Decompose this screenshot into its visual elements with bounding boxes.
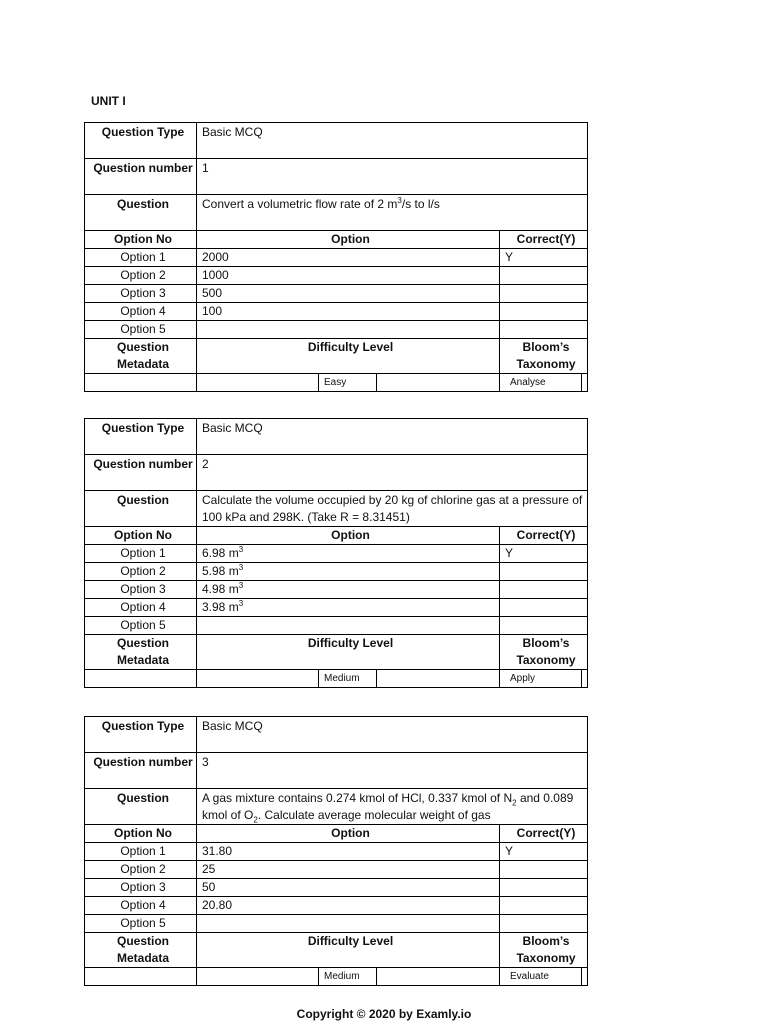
option-row	[85, 599, 588, 617]
metadata-empty-cell	[85, 374, 197, 392]
option-label: Option 3	[85, 879, 197, 897]
option-row	[85, 545, 588, 563]
option-correct	[500, 617, 588, 635]
question-number-label: Question number	[85, 159, 197, 195]
option-value: 20.80	[197, 897, 500, 915]
question-type-label: Question Type	[85, 717, 197, 753]
option-correct	[500, 563, 588, 581]
option-row	[85, 285, 588, 303]
option-label: Option 1	[85, 545, 197, 563]
option-value: 3.98 $m^3$	[197, 599, 500, 617]
question-table-2	[84, 418, 588, 688]
option-correct	[500, 599, 588, 617]
bloom-cell	[500, 968, 588, 986]
option-label: Option 3	[85, 581, 197, 599]
option-label: Option 2	[85, 563, 197, 581]
difficulty-cell	[197, 374, 500, 392]
question-text: A gas mixture contains 0.274 kmol of HCl, 0.337 kmol of $N_2$ and 0.089 kmol of $O_2$. Calculate average molecular weight of gas	[197, 789, 588, 825]
question-text: Convert a volumetric flow rate of 2 $m^3/s$ to l/s	[197, 195, 588, 231]
option-header: Option	[197, 825, 500, 843]
option-row	[85, 897, 588, 915]
correct-header: Correct(Y)	[500, 527, 588, 545]
question-number-label: Question number	[85, 455, 197, 491]
option-header: Option	[197, 527, 500, 545]
option-value: 1000	[197, 267, 500, 285]
difficulty-value: Medium	[319, 968, 377, 985]
option-value	[197, 617, 500, 635]
question-number-label: Question number	[85, 753, 197, 789]
option-row	[85, 843, 588, 861]
option-row	[85, 249, 588, 267]
option-label: Option 1	[85, 249, 197, 267]
option-correct	[500, 879, 588, 897]
option-row	[85, 563, 588, 581]
option-value: 6.98 $m^3$	[197, 545, 500, 563]
blooms-taxonomy-header: Bloom’s Taxonomy	[500, 339, 588, 374]
option-label: Option 2	[85, 861, 197, 879]
option-correct	[500, 861, 588, 879]
question-label: Question	[85, 195, 197, 231]
question-label: Question	[85, 789, 197, 825]
option-correct	[500, 915, 588, 933]
metadata-empty-cell	[85, 968, 197, 986]
bloom-value: Apply	[505, 670, 582, 687]
question-type-value: Basic MCQ	[197, 717, 588, 753]
correct-header: Correct(Y)	[500, 231, 588, 249]
blooms-taxonomy-header: Bloom’s Taxonomy	[500, 933, 588, 968]
question-type-label: Question Type	[85, 419, 197, 455]
question-label: Question	[85, 491, 197, 527]
question-table-3	[84, 716, 588, 986]
question-metadata-label: Question Metadata	[85, 933, 197, 968]
question-type-value: Basic MCQ	[197, 123, 588, 159]
option-no-header: Option No	[85, 231, 197, 249]
option-row	[85, 303, 588, 321]
option-label: Option 1	[85, 843, 197, 861]
question-text: Calculate the volume occupied by 20 kg of chlorine gas at a pressure of 100 kPa and 298K. (Take R = 8.31451)	[197, 491, 588, 527]
option-label: Option 4	[85, 303, 197, 321]
option-correct	[500, 581, 588, 599]
option-row	[85, 861, 588, 879]
option-correct	[500, 267, 588, 285]
bloom-cell	[500, 670, 588, 688]
option-label: Option 4	[85, 599, 197, 617]
unit-title: UNIT I	[91, 94, 126, 108]
option-correct	[500, 897, 588, 915]
option-row	[85, 321, 588, 339]
option-value: 50	[197, 879, 500, 897]
option-header: Option	[197, 231, 500, 249]
question-number-value: 3	[197, 753, 588, 789]
difficulty-level-header: Difficulty Level	[197, 339, 500, 374]
difficulty-value: Medium	[319, 670, 377, 687]
option-value	[197, 915, 500, 933]
option-value: 25	[197, 861, 500, 879]
question-number-value: 1	[197, 159, 588, 195]
option-correct: Y	[500, 545, 588, 563]
option-value: 5.98 $m^3$	[197, 563, 500, 581]
option-label: Option 5	[85, 321, 197, 339]
option-value: 100	[197, 303, 500, 321]
option-row	[85, 617, 588, 635]
option-value	[197, 321, 500, 339]
option-no-header: Option No	[85, 527, 197, 545]
option-correct: Y	[500, 249, 588, 267]
metadata-empty-cell	[85, 670, 197, 688]
option-value: 2000	[197, 249, 500, 267]
option-row	[85, 581, 588, 599]
question-metadata-label: Question Metadata	[85, 635, 197, 670]
option-label: Option 5	[85, 617, 197, 635]
bloom-value: Analyse	[505, 374, 582, 391]
option-label: Option 3	[85, 285, 197, 303]
option-label: Option 2	[85, 267, 197, 285]
difficulty-value: Easy	[319, 374, 377, 391]
difficulty-level-header: Difficulty Level	[197, 635, 500, 670]
difficulty-cell	[197, 968, 500, 986]
bloom-cell	[500, 374, 588, 392]
copyright-footer: Copyright © 2020 by Examly.io	[296, 1007, 472, 1021]
option-label: Option 4	[85, 897, 197, 915]
option-no-header: Option No	[85, 825, 197, 843]
question-type-value: Basic MCQ	[197, 419, 588, 455]
option-value: 500	[197, 285, 500, 303]
option-value: 4.98 $m^3$	[197, 581, 500, 599]
option-value: 31.80	[197, 843, 500, 861]
option-correct	[500, 285, 588, 303]
option-correct: Y	[500, 843, 588, 861]
option-row	[85, 915, 588, 933]
question-number-value: 2	[197, 455, 588, 491]
option-label: Option 5	[85, 915, 197, 933]
option-row	[85, 879, 588, 897]
question-table-1	[84, 122, 588, 392]
option-row	[85, 267, 588, 285]
difficulty-cell	[197, 670, 500, 688]
bloom-value: Evaluate	[505, 968, 582, 985]
option-correct	[500, 321, 588, 339]
question-metadata-label: Question Metadata	[85, 339, 197, 374]
option-correct	[500, 303, 588, 321]
question-type-label: Question Type	[85, 123, 197, 159]
blooms-taxonomy-header: Bloom’s Taxonomy	[500, 635, 588, 670]
correct-header: Correct(Y)	[500, 825, 588, 843]
difficulty-level-header: Difficulty Level	[197, 933, 500, 968]
